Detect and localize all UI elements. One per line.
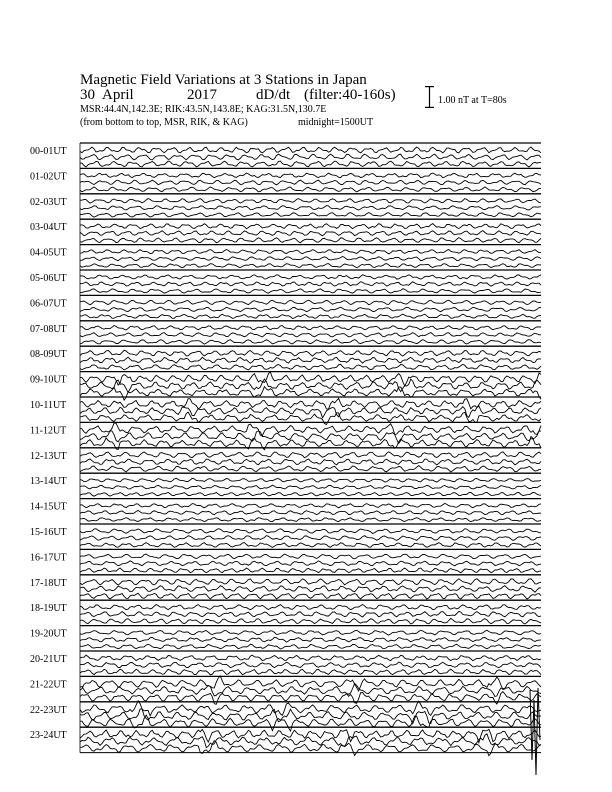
trace-11-12UT-RIK [80, 431, 541, 444]
row-label-04-05UT: 04-05UT [30, 247, 67, 259]
trace-16-17UT-MSR [80, 554, 541, 559]
trace-19-20UT-MSR [80, 630, 541, 635]
row-label-08-09UT: 08-09UT [30, 349, 67, 361]
row-label-19-20UT: 19-20UT [30, 628, 67, 640]
trace-14-15UT-RIK [80, 510, 541, 514]
row-label-00-01UT: 00-01UT [30, 146, 67, 157]
row-label-03-04UT: 03-04UT [30, 222, 67, 234]
trace-04-05UT-RIK [80, 257, 541, 261]
trace-08-09UT-RIK [80, 357, 541, 363]
trace-09-10UT-KAG [80, 387, 541, 401]
row-label-23-24UT: 23-24UT [30, 730, 67, 742]
row-label-05-06UT: 05-06UT [30, 273, 67, 284]
trace-12-13UT-MSR [80, 452, 541, 458]
trace-12-13UT-KAG [80, 466, 541, 472]
trace-19-20UT-KAG [80, 644, 541, 649]
station-order-note: (from bottom to top, MSR, RIK, & KAG) [80, 117, 248, 128]
trace-15-16UT-MSR [80, 529, 541, 534]
trace-16-17UT-RIK [80, 561, 541, 566]
trace-03-04UT-RIK [80, 231, 541, 236]
row-label-10-11UT: 10-11UT [30, 400, 67, 411]
trace-00-01UT-MSR [80, 147, 541, 153]
trace-16-17UT-KAG [80, 568, 541, 573]
midnight-note: midnight=1500UT [298, 117, 374, 128]
row-label-06-07UT: 06-07UT [30, 298, 67, 310]
date-day: 30 [80, 87, 95, 103]
trace-18-19UT-KAG [80, 618, 541, 624]
date-month: April [102, 87, 134, 103]
scale-label: 1.00 nT at T=80s [438, 95, 507, 106]
trace-13-14UT-KAG [80, 492, 541, 496]
row-label-02-03UT: 02-03UT [30, 196, 67, 208]
station-coordinates: MSR:44.4N,142.3E; RIK:43.5N,143.8E; KAG:31.5N,130.7E [80, 104, 327, 115]
row-label-16-17UT: 16-17UT [30, 552, 67, 564]
trace-03-04UT-MSR [80, 224, 541, 229]
trace-08-09UT-MSR [80, 350, 541, 356]
trace-06-07UT-RIK [80, 307, 541, 312]
trace-18-19UT-RIK [80, 611, 541, 617]
trace-01-02UT-RIK [80, 180, 541, 185]
trace-00-01UT-KAG [80, 161, 541, 167]
trace-01-02UT-KAG [80, 187, 541, 192]
row-label-20-21UT: 20-21UT [30, 654, 67, 665]
trace-06-07UT-MSR [80, 300, 541, 305]
trace-07-08UT-RIK [80, 333, 541, 338]
row-label-09-10UT: 09-10UT [30, 374, 67, 386]
row-label-22-23UT: 22-23UT [30, 704, 67, 716]
filter-label: (filter:40-160s) [304, 87, 396, 103]
trace-05-06UT-MSR [80, 275, 541, 279]
row-label-18-19UT: 18-19UT [30, 603, 67, 615]
row-label-21-22UT: 21-22UT [30, 679, 67, 691]
row-label-17-18UT: 17-18UT [30, 577, 67, 589]
trace-04-05UT-KAG [80, 264, 541, 268]
trace-14-15UT-KAG [80, 518, 541, 522]
trace-17-18UT-MSR [80, 579, 541, 585]
trace-02-03UT-RIK [80, 206, 541, 210]
trace-17-18UT-KAG [80, 593, 541, 599]
trace-14-15UT-MSR [80, 503, 541, 507]
trace-01-02UT-MSR [80, 173, 541, 178]
trace-18-19UT-MSR [80, 605, 541, 610]
trace-10-11UT-MSR [80, 398, 541, 409]
trace-21-22UT-MSR [80, 676, 541, 691]
trace-23-24UT-MSR [80, 729, 541, 742]
trace-02-03UT-KAG [80, 213, 541, 218]
row-label-01-02UT: 01-02UT [30, 171, 67, 183]
trace-17-18UT-RIK [80, 586, 541, 593]
row-label-07-08UT: 07-08UT [30, 323, 67, 335]
trace-08-09UT-KAG [80, 364, 541, 370]
trace-09-10UT-MSR [80, 372, 541, 386]
row-label-12-13UT: 12-13UT [30, 450, 67, 462]
trace-20-21UT-RIK [80, 662, 541, 668]
trace-end-spike [530, 688, 540, 775]
trace-22-23UT-KAG [80, 715, 541, 731]
trace-05-06UT-KAG [80, 289, 541, 293]
quantity-label: dD/dt [256, 87, 291, 103]
trace-00-01UT-RIK [80, 154, 541, 160]
row-label-15-16UT: 15-16UT [30, 527, 67, 538]
row-label-13-14UT: 13-14UT [30, 476, 67, 488]
trace-20-21UT-MSR [80, 655, 541, 661]
trace-19-20UT-RIK [80, 637, 541, 642]
row-label-11-12UT: 11-12UT [30, 425, 67, 437]
trace-07-08UT-MSR [80, 326, 541, 331]
trace-22-23UT-MSR [80, 701, 541, 716]
trace-13-14UT-MSR [80, 478, 541, 482]
trace-03-04UT-KAG [80, 238, 541, 243]
chart-title: Magnetic Field Variations at 3 Stations in Japan [80, 72, 367, 88]
trace-02-03UT-MSR [80, 199, 541, 204]
trace-21-22UT-RIK [80, 683, 541, 696]
trace-15-16UT-RIK [80, 536, 541, 541]
date-year: 2017 [187, 87, 217, 103]
trace-04-05UT-MSR [80, 250, 541, 254]
trace-20-21UT-KAG [80, 669, 541, 675]
trace-06-07UT-KAG [80, 314, 541, 318]
trace-13-14UT-RIK [80, 485, 541, 489]
trace-12-13UT-RIK [80, 459, 541, 465]
trace-07-08UT-KAG [80, 340, 541, 345]
row-label-14-15UT: 14-15UT [30, 501, 67, 513]
trace-05-06UT-RIK [80, 282, 541, 287]
trace-15-16UT-KAG [80, 543, 541, 548]
